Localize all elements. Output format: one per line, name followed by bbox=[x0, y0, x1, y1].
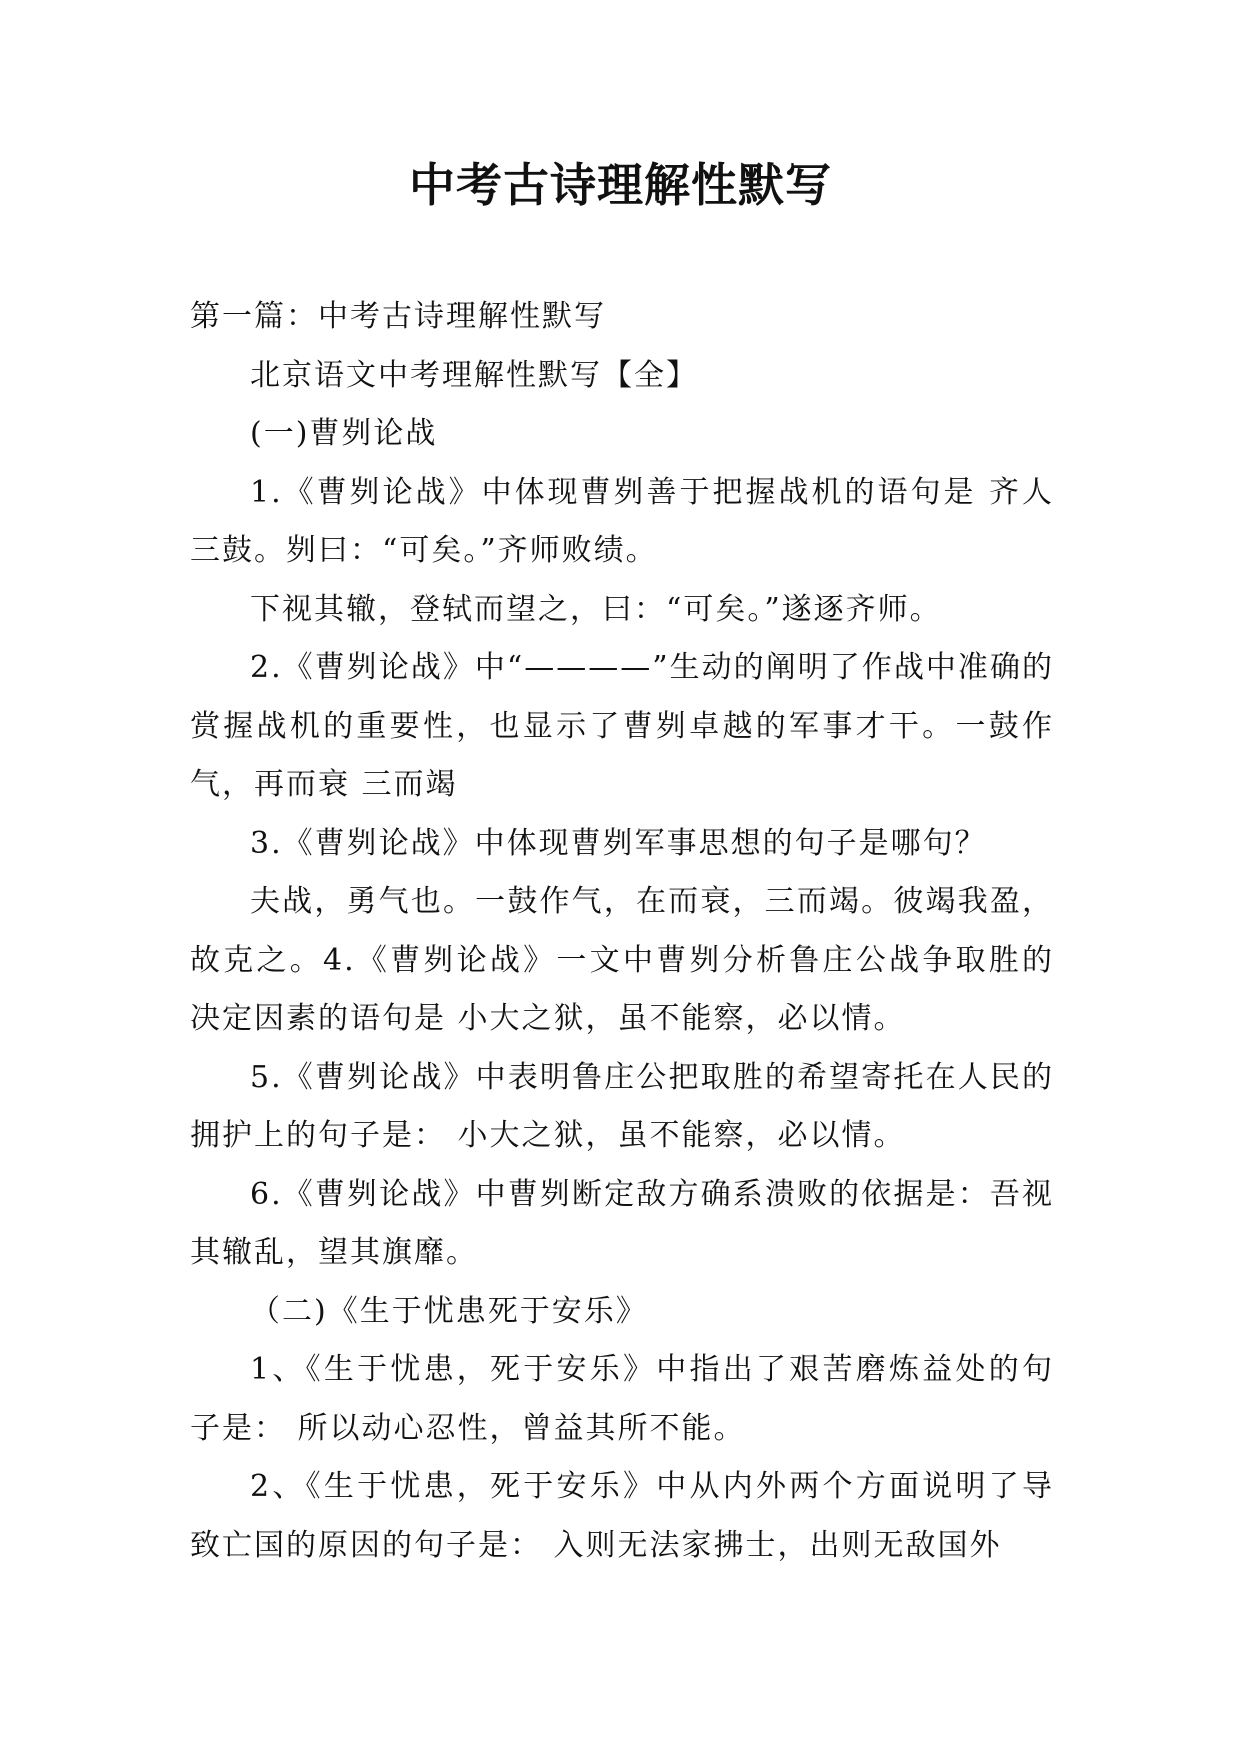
paragraph: （二)《生于忧患死于安乐》 bbox=[250, 1293, 648, 1329]
paragraph: 1.《曹刿论战》中体现曹刿善于把握战机的语句是 齐人三鼓。刿曰：“可矣。”齐师败绩。 bbox=[190, 474, 1054, 568]
paragraph: 2、《生于忧患，死于安乐》中从内外两个方面说明了导致亡国的原因的句子是： 入则无法家拂士，出则无敌国外 bbox=[190, 1469, 1054, 1563]
paragraph: 夫战，勇气也。一鼓作气，在而衰，三而竭。彼竭我盈，故克之。4.《曹刿论战》一文中曹刿分析鲁庄公战争取胜的决定因素的语句是 小大之狱，虽不能察，必以情。 bbox=[190, 884, 1054, 1036]
paragraph: 下视其辙，登轼而望之，曰：“可矣。”遂逐齐师。 bbox=[250, 591, 942, 627]
paragraph: 5.《曹刿论战》中表明鲁庄公把取胜的希望寄托在人民的拥护上的句子是： 小大之狱，虽不能察，必以情。 bbox=[190, 1059, 1054, 1153]
paragraph: 6.《曹刿论战》中曹刿断定敌方确系溃败的依据是：吾视其辙乱，望其旗靡。 bbox=[190, 1176, 1054, 1270]
paragraph: 1、《生于忧患，死于安乐》中指出了艰苦磨炼益处的句子是： 所以动心忍性，曾益其所不能。 bbox=[190, 1352, 1054, 1446]
paragraph: 2.《曹刿论战》中“————”生动的阐明了作战中准确的赏握战机的重要性，也显示了曹刿卓越的军事才干。一鼓作气，再而衰 三而竭 bbox=[190, 650, 1054, 802]
paragraph: (一)曹刿论战 bbox=[250, 416, 438, 451]
paragraph: 3.《曹刿论战》中体现曹刿军事思想的句子是哪句？ bbox=[250, 825, 987, 861]
document-title: 中考古诗理解性默写 bbox=[409, 158, 832, 212]
paragraph: 第一篇：中考古诗理解性默写 bbox=[190, 299, 606, 334]
paragraph: 北京语文中考理解性默写【全】 bbox=[250, 357, 698, 393]
document-body bbox=[190, 288, 1054, 1575]
